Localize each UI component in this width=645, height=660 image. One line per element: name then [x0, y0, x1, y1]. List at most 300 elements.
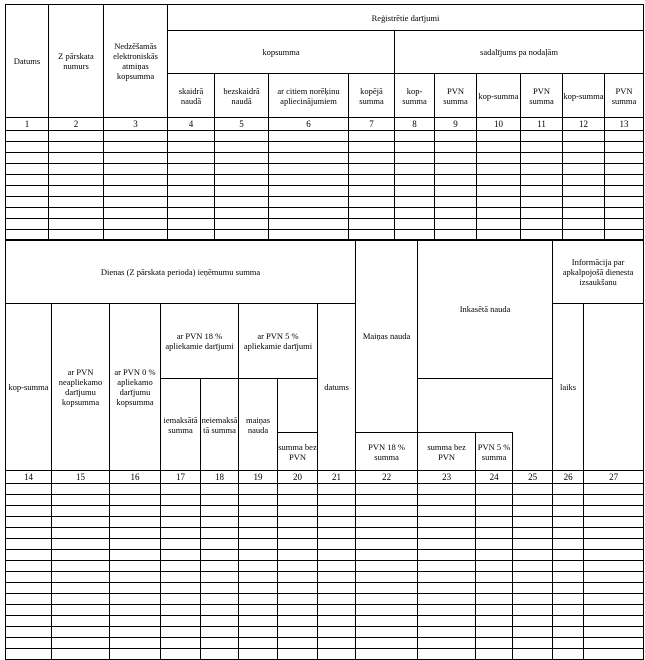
col-number: 9	[435, 118, 477, 131]
table-cell	[563, 164, 605, 175]
col-summa-bez-pvn: summa bez PVN	[278, 433, 318, 471]
table-cell	[278, 484, 318, 495]
table-cell	[356, 572, 418, 583]
table-cell	[318, 484, 356, 495]
table-cell	[318, 517, 356, 528]
table-cell	[52, 495, 110, 506]
col-number: 20	[278, 471, 318, 484]
table-cell	[584, 594, 644, 605]
table-cell	[201, 528, 239, 539]
table-cell	[52, 572, 110, 583]
table-cell	[477, 208, 521, 219]
table-cell	[356, 616, 418, 627]
table-cell	[584, 572, 644, 583]
table-cell	[513, 517, 553, 528]
col-mainas-nauda: Maiņas nauda	[356, 240, 418, 433]
table-cell	[476, 594, 513, 605]
table-cell	[605, 131, 644, 142]
header-pvn5: ar PVN 5 % apliekamie darījumi	[239, 304, 318, 379]
col-number: 3	[104, 118, 168, 131]
col-number: 22	[356, 471, 418, 484]
table-cell	[6, 186, 49, 197]
table-cell	[356, 550, 418, 561]
table-cell	[269, 153, 349, 164]
table-row	[6, 131, 644, 142]
table-cell	[435, 142, 477, 153]
table-cell	[553, 550, 584, 561]
table-cell	[168, 153, 215, 164]
table-row	[6, 649, 644, 660]
table-cell	[201, 594, 239, 605]
table-cell	[52, 517, 110, 528]
table-cell	[476, 495, 513, 506]
table-cell	[521, 142, 563, 153]
table-cell	[418, 495, 476, 506]
table-cell	[395, 219, 435, 230]
table-cell	[168, 175, 215, 186]
table-cell	[269, 208, 349, 219]
table-row	[6, 186, 644, 197]
table-cell	[161, 572, 201, 583]
table-cell	[49, 131, 104, 142]
table-cell	[104, 175, 168, 186]
table-cell	[521, 164, 563, 175]
table-cell	[239, 539, 278, 550]
table-cell	[201, 627, 239, 638]
table-cell	[349, 197, 395, 208]
table-cell	[161, 528, 201, 539]
col-number: 17	[161, 471, 201, 484]
table-cell	[318, 649, 356, 660]
table-cell	[513, 561, 553, 572]
col-pvn-summa: PVN summa	[605, 74, 644, 118]
column-number-row	[6, 471, 644, 484]
table-cell	[161, 616, 201, 627]
table-cell	[584, 484, 644, 495]
table-cell	[269, 142, 349, 153]
table-cell	[553, 561, 584, 572]
table-cell	[395, 164, 435, 175]
table-cell	[395, 208, 435, 219]
table-cell	[349, 131, 395, 142]
table-cell	[52, 627, 110, 638]
table-cell	[201, 616, 239, 627]
table-cell	[477, 197, 521, 208]
col-number: 1	[6, 118, 49, 131]
table-cell	[239, 517, 278, 528]
col-number: 4	[168, 118, 215, 131]
table-cell	[513, 616, 553, 627]
table-cell	[521, 175, 563, 186]
table-cell	[215, 142, 269, 153]
table-cell	[584, 506, 644, 517]
table-cell	[278, 495, 318, 506]
table-cell	[356, 649, 418, 660]
table-cell	[318, 528, 356, 539]
table-cell	[269, 164, 349, 175]
col-number: 10	[477, 118, 521, 131]
table-cell	[201, 561, 239, 572]
table-cell	[49, 153, 104, 164]
header-sadalijums: sadalījums pa nodaļām	[395, 31, 644, 74]
table-cell	[318, 550, 356, 561]
table-cell	[418, 605, 476, 616]
table-cell	[6, 583, 52, 594]
table-cell	[476, 583, 513, 594]
table-row	[6, 197, 644, 208]
table-cell	[269, 219, 349, 230]
table-cell	[356, 539, 418, 550]
table-cell	[605, 142, 644, 153]
table-cell	[418, 638, 476, 649]
table-cell	[278, 517, 318, 528]
table-cell	[168, 142, 215, 153]
table-row	[6, 164, 644, 175]
table-cell	[477, 142, 521, 153]
table-cell	[477, 175, 521, 186]
table-cell	[435, 197, 477, 208]
table-cell	[521, 186, 563, 197]
table-cell	[6, 572, 52, 583]
header-registretie: Reģistrētie darījumi	[168, 5, 644, 31]
table-cell	[476, 506, 513, 517]
col-nedzesamas: Nedzēšamās elektroniskās atmiņas kopsumma	[104, 5, 168, 118]
table-cell	[49, 197, 104, 208]
col-iemaksata: iemaksātā summa	[161, 379, 201, 471]
table-cell	[110, 517, 161, 528]
table-cell	[52, 616, 110, 627]
table-cell	[201, 484, 239, 495]
table-cell	[513, 572, 553, 583]
table-cell	[563, 208, 605, 219]
header-informacija: Informācija par apkalpojošā dienesta izsaukšanu	[553, 240, 644, 304]
table-cell	[395, 142, 435, 153]
table-cell	[513, 495, 553, 506]
table-cell	[6, 528, 52, 539]
table-cell	[161, 495, 201, 506]
table-cell	[110, 550, 161, 561]
table-cell	[477, 164, 521, 175]
table-cell	[435, 175, 477, 186]
table-cell	[239, 627, 278, 638]
table-cell	[110, 506, 161, 517]
table-cell	[318, 605, 356, 616]
table-cell	[110, 484, 161, 495]
table-cell	[418, 528, 476, 539]
table-cell	[584, 517, 644, 528]
table-cell	[6, 197, 49, 208]
table-cell	[584, 550, 644, 561]
table-cell	[6, 539, 52, 550]
table-cell	[584, 528, 644, 539]
table-row	[6, 528, 644, 539]
table-cell	[418, 550, 476, 561]
table-cell	[563, 219, 605, 230]
col-number: 24	[476, 471, 513, 484]
table-cell	[584, 605, 644, 616]
table-cell	[201, 649, 239, 660]
table-cell	[110, 528, 161, 539]
col-kop-summa: kop-summa	[395, 74, 435, 118]
table-cell	[477, 153, 521, 164]
table-cell	[168, 197, 215, 208]
table-cell	[349, 142, 395, 153]
table-cell	[110, 572, 161, 583]
col-number: 13	[605, 118, 644, 131]
table-cell	[349, 175, 395, 186]
table-cell	[110, 495, 161, 506]
table-row	[6, 517, 644, 528]
table-cell	[318, 539, 356, 550]
table-cell	[6, 517, 52, 528]
table-cell	[584, 561, 644, 572]
table-cell	[584, 616, 644, 627]
table-cell	[418, 594, 476, 605]
table-cell	[49, 219, 104, 230]
table-cell	[476, 627, 513, 638]
table-cell	[521, 153, 563, 164]
table-cell	[161, 638, 201, 649]
table-cell	[201, 506, 239, 517]
table-row	[6, 539, 644, 550]
table-cell	[110, 539, 161, 550]
table-cell	[349, 219, 395, 230]
table-cell	[269, 131, 349, 142]
table-cell	[477, 131, 521, 142]
table-cell	[418, 561, 476, 572]
table-cell	[553, 517, 584, 528]
table-cell	[52, 539, 110, 550]
table-cell	[477, 219, 521, 230]
table-cell	[318, 616, 356, 627]
table-cell	[356, 517, 418, 528]
col-number: 25	[513, 471, 553, 484]
table-cell	[513, 638, 553, 649]
table-cell	[553, 594, 584, 605]
col-neiemaksata: neiemaksātā summa	[201, 379, 239, 471]
table-cell	[435, 153, 477, 164]
table-cell	[356, 583, 418, 594]
table-cell	[239, 484, 278, 495]
table-cell	[476, 517, 513, 528]
table-cell	[356, 495, 418, 506]
col-pvn5-summa: PVN 5 % summa	[476, 433, 513, 471]
table-cell	[395, 186, 435, 197]
table-cell	[395, 197, 435, 208]
table-cell	[239, 550, 278, 561]
table-cell	[477, 186, 521, 197]
table-cell	[553, 638, 584, 649]
table-cell	[476, 638, 513, 649]
table-cell	[215, 131, 269, 142]
table-cell	[418, 616, 476, 627]
header-pvn18: ar PVN 18 % apliekamie darījumi	[161, 304, 239, 379]
table-cell	[6, 164, 49, 175]
table-cell	[215, 164, 269, 175]
table-cell	[161, 561, 201, 572]
col-number: 7	[349, 118, 395, 131]
table-cell	[168, 164, 215, 175]
table-cell	[49, 164, 104, 175]
table-cell	[476, 649, 513, 660]
col-number: 19	[239, 471, 278, 484]
table-row	[6, 616, 644, 627]
header-dienas: Dienas (Z pārskata perioda) ieņēmumu summa	[6, 240, 356, 304]
table-cell	[161, 649, 201, 660]
table-row	[6, 495, 644, 506]
table-cell	[110, 649, 161, 660]
table-cell	[435, 164, 477, 175]
table-cell	[52, 649, 110, 660]
table-cell	[584, 583, 644, 594]
table-cell	[278, 561, 318, 572]
table-cell	[278, 550, 318, 561]
col-pvn-summa: PVN summa	[435, 74, 477, 118]
table-cell	[513, 594, 553, 605]
table-cell	[318, 638, 356, 649]
table-cell	[476, 616, 513, 627]
table-cell	[563, 142, 605, 153]
table-cell	[6, 131, 49, 142]
col-number: 14	[6, 471, 52, 484]
table-cell	[476, 550, 513, 561]
table-cell	[278, 616, 318, 627]
table-cell	[110, 583, 161, 594]
table-cell	[6, 175, 49, 186]
table-cell	[168, 208, 215, 219]
table-cell	[215, 186, 269, 197]
table-cell	[563, 197, 605, 208]
table-cell	[418, 484, 476, 495]
table-cell	[239, 605, 278, 616]
table-cell	[513, 539, 553, 550]
table-cell	[110, 605, 161, 616]
table-cell	[553, 506, 584, 517]
table-cell	[239, 561, 278, 572]
table-cell	[418, 572, 476, 583]
col-number: 5	[215, 118, 269, 131]
col-number: 12	[563, 118, 605, 131]
table-cell	[605, 219, 644, 230]
table-cell	[6, 616, 52, 627]
table-cell	[513, 506, 553, 517]
table-cell	[278, 605, 318, 616]
table-cell	[521, 131, 563, 142]
table-cell	[201, 605, 239, 616]
table-cell	[239, 583, 278, 594]
table-cell	[553, 627, 584, 638]
table-cell	[6, 627, 52, 638]
table-cell	[584, 539, 644, 550]
table-cell	[6, 153, 49, 164]
table-cell	[395, 175, 435, 186]
table-cell	[318, 506, 356, 517]
table-cell	[168, 219, 215, 230]
table-cell	[553, 484, 584, 495]
table-row	[6, 208, 644, 219]
col-datums: datums	[318, 304, 356, 471]
table-cell	[513, 550, 553, 561]
table-cell	[6, 550, 52, 561]
col-pvn-summa: PVN summa	[521, 74, 563, 118]
table-row	[6, 638, 644, 649]
table-cell	[161, 484, 201, 495]
table-cell	[553, 605, 584, 616]
col-number: 21	[318, 471, 356, 484]
table-cell	[605, 208, 644, 219]
empty-rows	[6, 484, 644, 660]
col-kop-summa: kop-summa	[563, 74, 605, 118]
table-cell	[104, 197, 168, 208]
table-cell	[278, 627, 318, 638]
table-cell	[356, 638, 418, 649]
table-cell	[161, 583, 201, 594]
table-row	[6, 219, 644, 230]
table-cell	[476, 484, 513, 495]
table-cell	[521, 197, 563, 208]
col-number: 11	[521, 118, 563, 131]
table-cell	[6, 219, 49, 230]
table-cell	[349, 208, 395, 219]
table-cell	[395, 131, 435, 142]
table-cell	[110, 561, 161, 572]
table-cell	[104, 142, 168, 153]
table-row	[6, 605, 644, 616]
table-cell	[435, 186, 477, 197]
table-cell	[215, 219, 269, 230]
col-number: 27	[584, 471, 644, 484]
table-cell	[356, 484, 418, 495]
col-number: 15	[52, 471, 110, 484]
table-cell	[356, 506, 418, 517]
register-table-top	[5, 4, 644, 241]
table-cell	[584, 495, 644, 506]
table-cell	[104, 164, 168, 175]
table-cell	[52, 583, 110, 594]
table-row	[6, 583, 644, 594]
table-cell	[513, 649, 553, 660]
table-cell	[553, 528, 584, 539]
table-cell	[161, 605, 201, 616]
table-cell	[318, 583, 356, 594]
table-cell	[278, 539, 318, 550]
table-cell	[553, 583, 584, 594]
table-cell	[563, 175, 605, 186]
table-cell	[239, 528, 278, 539]
table-cell	[161, 627, 201, 638]
table-cell	[239, 649, 278, 660]
table-cell	[553, 572, 584, 583]
table-cell	[418, 583, 476, 594]
table-cell	[553, 539, 584, 550]
table-cell	[476, 528, 513, 539]
table-cell	[513, 484, 553, 495]
col-kopeja: kopējā summa	[349, 74, 395, 118]
table-cell	[605, 175, 644, 186]
table-cell	[6, 506, 52, 517]
table-cell	[6, 561, 52, 572]
table-cell	[161, 550, 201, 561]
table-cell	[476, 605, 513, 616]
table-cell	[6, 484, 52, 495]
table-cell	[278, 638, 318, 649]
table-cell	[605, 186, 644, 197]
table-cell	[52, 528, 110, 539]
table-cell	[49, 142, 104, 153]
col-laiks: laiks	[553, 304, 584, 471]
table-cell	[201, 638, 239, 649]
table-cell	[239, 506, 278, 517]
